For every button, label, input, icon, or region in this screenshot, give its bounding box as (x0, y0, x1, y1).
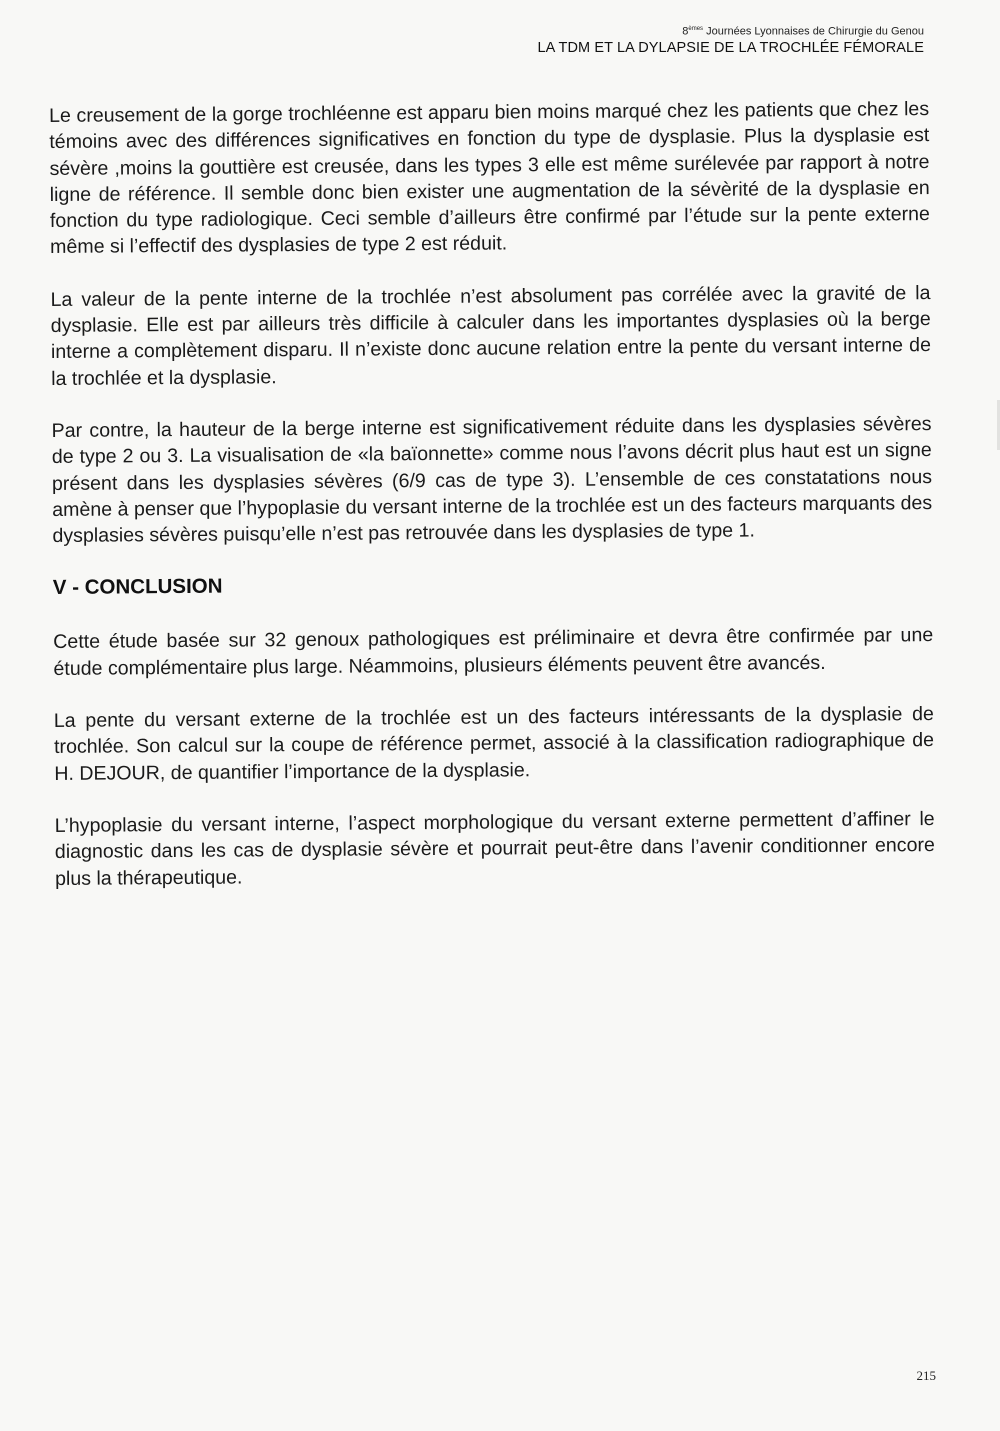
body-paragraph-3: Par contre, la hauteur de la berge interne est significativement réduite dans les dysplasies sévères de type 2 ou 3. La visualisation de «la baïonnette» comme nous l’avons décrit plus haut est un signe présent dans les dysplasies sévères (6/9 cas de type 3). L’ensemble de ces constatations nous amène à penser que l’hypoplasie du versant interne de la trochlée est un des facteurs marquants des dysplasies sévères puisqu’elle n’est pas retrouvée dans les dysplasies de type 1. (51, 413, 933, 548)
conclusion-heading: V - CONCLUSION (52, 575, 223, 600)
header-edition-number: 8 (682, 25, 689, 38)
body-paragraph-2: La valeur de la pente interne de la trochlée n’est absolument pas corrélée avec la gravité de la dysplasie. Elle est par ailleurs très difficile à calculer dans les importantes dysplasies où la berge interne a complètement disparu. Il n’existe donc aucune relation entre la pente du versant interne de la trochlée et la dysplasie. (50, 281, 932, 390)
conclusion-paragraph-1: Cette étude basée sur 32 genoux pathologiques est préliminaire et devra être confirmée par une étude complémentaire plus large. Néammoins, plusieurs éléments peuvent être avancés. (53, 624, 934, 680)
header-event-name: Journées Lyonnaises de Chirurgie du Genou (703, 25, 924, 38)
article-body (49, 96, 935, 918)
conclusion-paragraph-3: L’hypoplasie du versant interne, l’aspect morphologique du versant externe permettent d’affiner le diagnostic dans les cas de dysplasie sévère et pourrait peut-être dans l’avenir conditionner encore plus la thérapeutique. (54, 808, 935, 890)
header-edition-superscript: èmes (688, 26, 704, 32)
conclusion-paragraph-2: La pente du versant externe de la trochlée est un des facteurs intéressants de la dysplasie de trochlée. Son calcul sur la coupe de référence permet, associé à la classification radiographique de H. DEJOUR, de quantifier l’importance de la dysplasie. (53, 703, 935, 785)
header-event-line (538, 22, 924, 39)
body-paragraph-1: Le creusement de la gorge trochléenne est apparu bien moins marqué chez les patients que chez les témoins avec des différences significatives en fonction du type de dysplasie. Plus la dysplasie est sévère ,moins la gouttière est creusée, dans les types 3 elle est même surélevée par rapport à notre ligne de référence. Il semble donc bien exister une augmentation de la sévèrité de la dysplasie en fonction du type radiologique. Ceci semble d’ailleurs être confirmé par l’étude sur la pente externe même si l’effectif des dysplasies de type 2 est réduit. (49, 98, 930, 259)
page-number: 215 (916, 1368, 936, 1383)
running-header (538, 22, 924, 57)
header-article-title: LA TDM ET LA DYLAPSIE DE LA TROCHLÉE FÉMORALE (537, 39, 924, 56)
